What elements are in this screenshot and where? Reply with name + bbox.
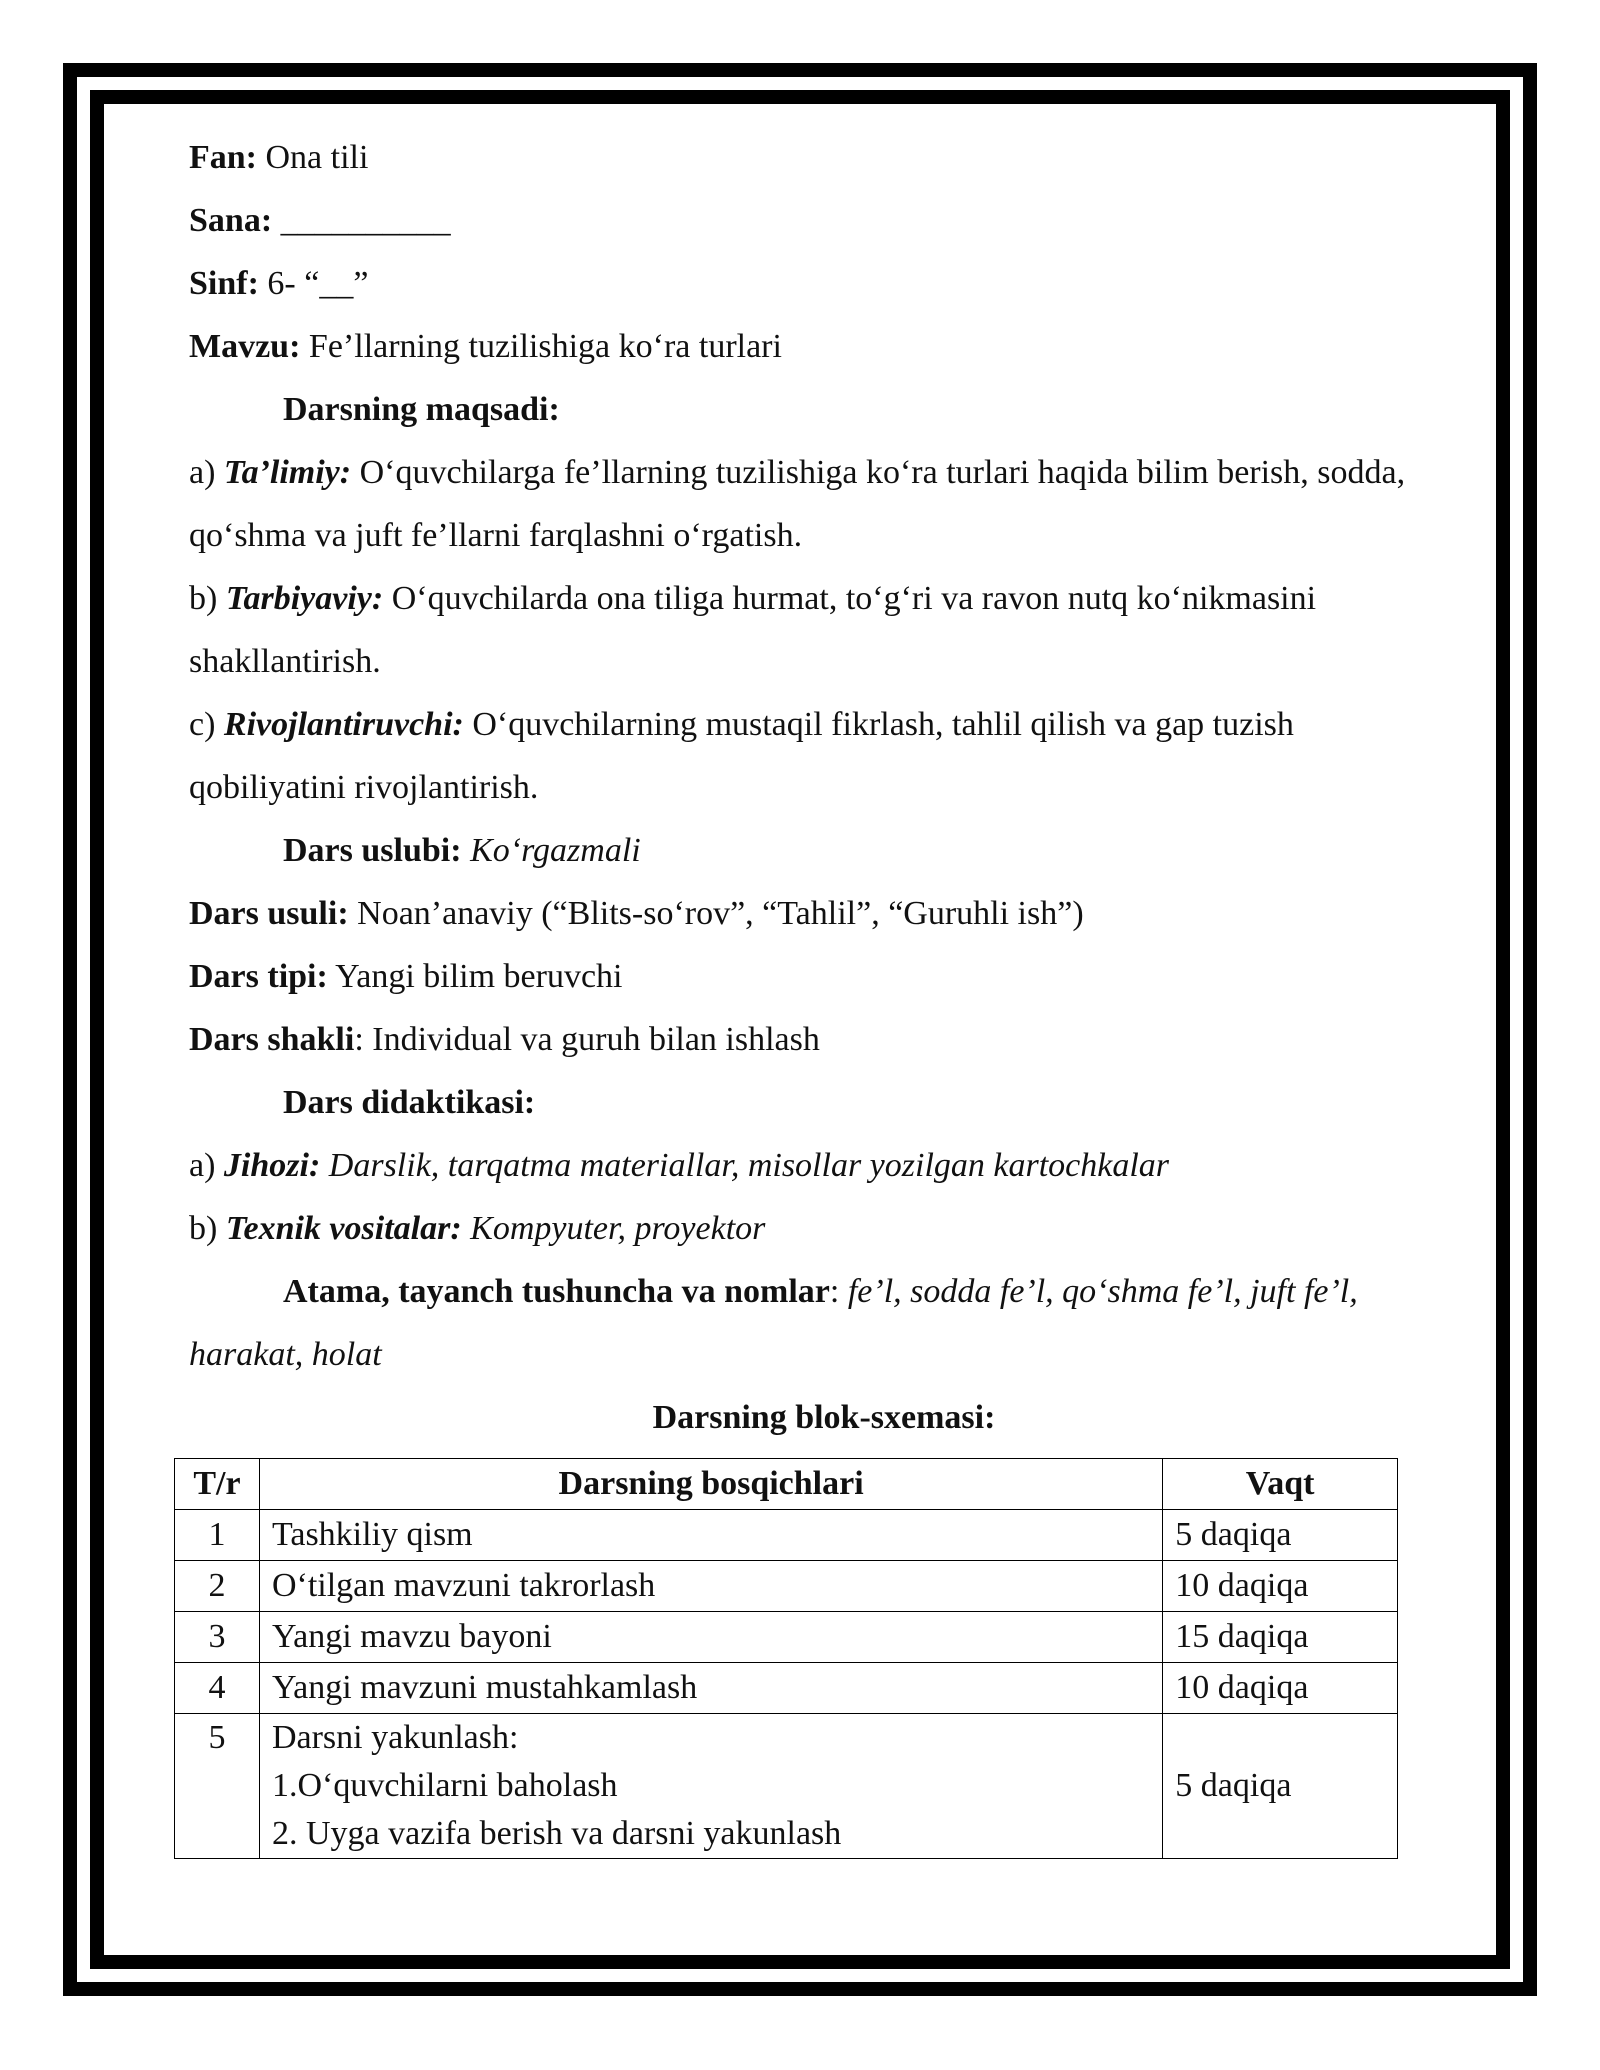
usuli-line: [189, 882, 1459, 945]
terms-line: [189, 1260, 1459, 1386]
table-row: [175, 1561, 1398, 1612]
row-num: 4: [175, 1663, 260, 1714]
usuli-label: Dars usuli:: [189, 895, 349, 932]
mavzu-label: Mavzu:: [189, 328, 301, 365]
row-num: 3: [175, 1612, 260, 1663]
didactics-heading: Dars didaktikasi:: [283, 1084, 536, 1121]
row-time: 10 daqiqa: [1163, 1663, 1398, 1714]
row-time: 5 daqiqa: [1163, 1714, 1398, 1859]
shakli-label: Dars shakli: [189, 1021, 355, 1058]
uslubi-label: Dars uslubi:: [283, 832, 462, 869]
row-time: 15 daqiqa: [1163, 1612, 1398, 1663]
row-num: 2: [175, 1561, 260, 1612]
tipi-value: Yangi bilim beruvchi: [335, 958, 623, 995]
sana-line: [189, 189, 1459, 252]
sinf-value: 6- “__”: [267, 265, 369, 302]
mavzu-value: Fe’llarning tuzilishiga ko‘ra turlari: [308, 328, 782, 365]
lesson-schema-table: [174, 1458, 1398, 1859]
row-stage: Yangi mavzuni mustahkamlash: [259, 1663, 1162, 1714]
lesson-plan-body: [189, 126, 1459, 1449]
table-row-final: [175, 1714, 1398, 1859]
tipi-label: Dars tipi:: [189, 958, 328, 995]
usuli-value: Noan’anaviy (“Blits-so‘rov”, “Tahlil”, “Guruhli ish”): [357, 895, 1084, 932]
objective-c-label: Rivojlantiruvchi:: [223, 706, 464, 743]
didactics-a: [189, 1134, 1459, 1197]
stage-line: 2. Uyga vazifa berish va darsni yakunlash: [271, 1815, 842, 1852]
table-row: [175, 1663, 1398, 1714]
stage-line: 1.O‘quvchilarni baholash: [271, 1767, 618, 1804]
row-num: 5: [175, 1714, 260, 1859]
header-time: Vaqt: [1163, 1459, 1398, 1510]
objective-a: [189, 441, 1459, 567]
uslubi-line: [189, 819, 1459, 882]
mavzu-line: [189, 315, 1459, 378]
objective-a-label: Ta’limiy:: [223, 454, 352, 491]
table-row: [175, 1612, 1398, 1663]
fan-value: Ona tili: [265, 139, 369, 176]
shakli-line: [189, 1008, 1459, 1071]
fan-line: [189, 126, 1459, 189]
objective-c: [189, 693, 1459, 819]
didactics-b-prefix: b): [189, 1210, 218, 1247]
didactics-a-text: Darslik, tarqatma materiallar, misollar yozilgan kartochkalar: [328, 1147, 1170, 1184]
uslubi-value: Ko‘rgazmali: [470, 832, 641, 869]
header-stage: Darsning bosqichlari: [259, 1459, 1162, 1510]
terms-colon: :: [829, 1273, 840, 1310]
header-num: T/r: [175, 1459, 260, 1510]
stage-line: Darsni yakunlash:: [271, 1719, 519, 1756]
row-stage: O‘tilgan mavzuni takrorlash: [259, 1561, 1162, 1612]
row-stage-multiline: [259, 1714, 1162, 1859]
shakli-value: : Individual va guruh bilan ishlash: [354, 1021, 820, 1058]
table-row: [175, 1510, 1398, 1561]
sana-value: __________: [280, 202, 451, 239]
didactics-b: [189, 1197, 1459, 1260]
table-header-row: [175, 1459, 1398, 1510]
sinf-line: [189, 252, 1459, 315]
row-stage: Yangi mavzu bayoni: [259, 1612, 1162, 1663]
terms-text: fe’l, sodda fe’l, qo‘shma fe’l, juft fe’l, harakat, holat: [189, 1273, 1358, 1373]
objective-c-text: O‘quvchilarning mustaqil fikrlash, tahlil qilish va gap tuzish qobiliyatini rivojlantirish.: [189, 706, 1294, 806]
tipi-line: [189, 945, 1459, 1008]
row-time: 10 daqiqa: [1163, 1561, 1398, 1612]
didactics-b-text: Kompyuter, proyektor: [470, 1210, 766, 1247]
objectives-heading: Darsning maqsadi:: [283, 391, 560, 428]
objective-b-prefix: b): [189, 580, 218, 617]
objective-b-label: Tarbiyaviy:: [225, 580, 384, 617]
didactics-b-label: Texnik vositalar:: [225, 1210, 462, 1247]
terms-label: Atama, tayanch tushuncha va nomlar: [283, 1273, 830, 1310]
objective-a-prefix: a): [189, 454, 216, 491]
didactics-a-label: Jihozi:: [223, 1147, 321, 1184]
objective-b: [189, 567, 1459, 693]
row-num: 1: [175, 1510, 260, 1561]
objective-b-text: O‘quvchilarda ona tiliga hurmat, to‘g‘ri va ravon nutq ko‘nikmasini shakllantirish.: [189, 580, 1317, 680]
objective-c-prefix: c): [189, 706, 216, 743]
fan-label: Fan:: [189, 139, 257, 176]
objective-a-text: O‘quvchilarga fe’llarning tuzilishiga ko‘ra turlari haqida bilim berish, sodda, qo‘shma va juft fe’llarni farqlashni o‘rgatish.: [189, 454, 1406, 554]
schema-title: Darsning blok-sxemasi:: [652, 1399, 996, 1436]
row-time: 5 daqiqa: [1163, 1510, 1398, 1561]
row-stage: Tashkiliy qism: [259, 1510, 1162, 1561]
didactics-a-prefix: a): [189, 1147, 216, 1184]
sana-label: Sana:: [189, 202, 273, 239]
sinf-label: Sinf:: [189, 265, 259, 302]
